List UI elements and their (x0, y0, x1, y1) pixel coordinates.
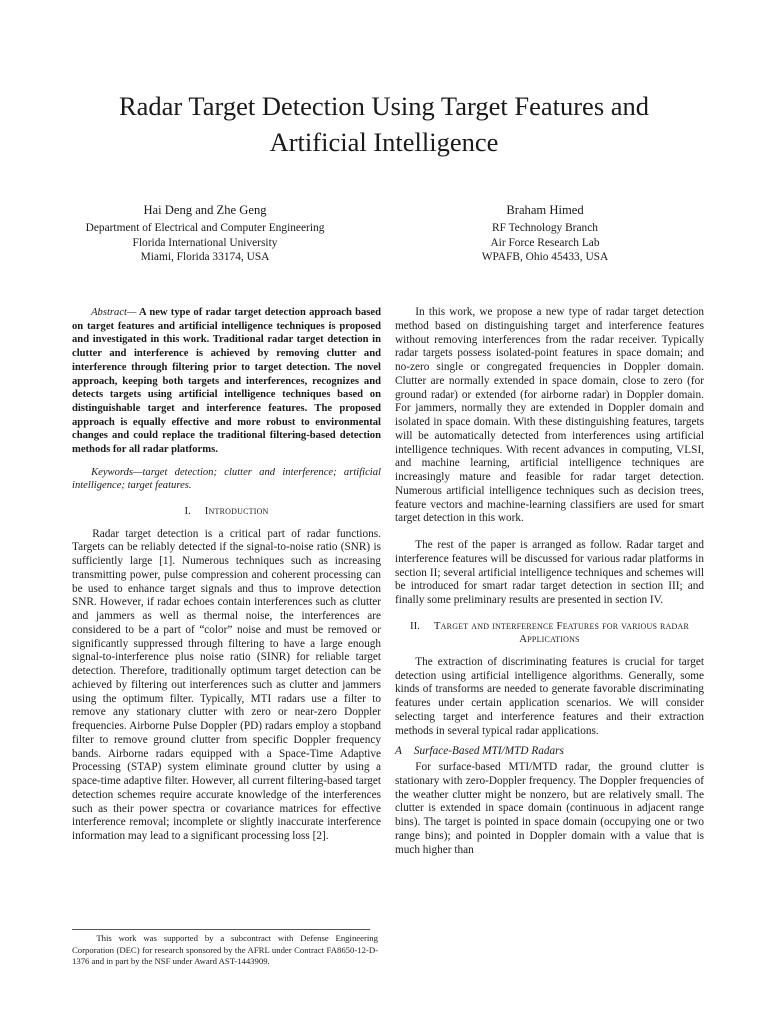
author-affiliation-department: Department of Electrical and Computer Engineering (85, 222, 325, 234)
abstract (72, 306, 381, 457)
section-title: Target and interference Features for various radar Applications (433, 619, 689, 646)
author-affiliation-lab: Air Force Research Lab (490, 236, 600, 249)
author-affiliation-university: Florida International University (132, 236, 278, 249)
paragraph: The extraction of discriminating features is crucial for target detection using artificial intelligence algorithms. Generally, some kinds of transforms are needed to generate favorable discriminating features under certain application scenarios. We will consider selecting target and interference features and their extraction methods in several typical radar applications. (395, 655, 704, 737)
paper-title-line-1: Radar Target Detection Using Target Features and (118, 90, 650, 121)
author-block-left (60, 202, 350, 265)
abstract-label: Abstract— (91, 307, 137, 318)
section-title: Introduction (204, 505, 269, 518)
author-names-left: Hai Deng and Zhe Geng (143, 203, 267, 217)
subsection-title: Surface-Based MTI/MTD Radars (413, 745, 564, 758)
paper-title (40, 88, 728, 160)
paragraph: For surface-based MTI/MTD radar, the ground clutter is stationary with zero-Doppler frequency. The Doppler frequencies of the weather clutter might be nonzero, but are relatively small. The clutter is extended in space domain (continuous in adjacent range bins). The target is pointed in space domain (occupying one or two range bins); and pointed in Doppler domain with a value that is much higher than (395, 761, 704, 856)
footnote-divider (72, 929, 370, 930)
author-names-right: Braham Himed (506, 203, 584, 217)
author-block-right (400, 202, 690, 265)
subsection-letter: A (395, 745, 402, 758)
keywords: Keywords—target detection; clutter and interference; artificial intelligence; target features. (72, 466, 381, 492)
author-address-right: WPAFB, Ohio 45433, USA (481, 251, 609, 263)
paragraph: Radar target detection is a critical part of radar functions. Targets can be reliably detected if the signal-to-noise ratio (SNR) is sufficiently large [1]. Numerous techniques such as increasing transmitting power, pulse compression and coherent processing can be used to enhance target signals and thus to improve detection SNR. However, if radar echoes contain interferences such as clutter and jammers as well as thermal noise, the interferences are considered to be a part of “color” noise and must be removed or significantly suppressed through filtering to have a large enough signal-to-interference plus noise ratio (SINR) for reliable target detection. Therefore, traditionally optimum target detection can be achieved by filtering out interferences such as clutter and jammers using the optimum filter. Typically, MTI radars use a filter to remove any stationary clutter with zero or near-zero Doppler frequencies. Airborne Pulse Doppler (PD) radars employ a stopband filter to remove ground clutter from specific Doppler frequency bands. Airborne radars equipped with a Space-Time Adaptive Processing (STAP) system eliminate ground clutter by using a space-time adaptive filter. However, all current filtering-based target detection schemes require accurate knowledge of the interferences such as their power spectra or covariance matrices for effective interference removal; incomplete or slightly inaccurate interference information may lead to a significant processing loss [2]. (72, 527, 381, 843)
paragraph: The rest of the paper is arranged as follow. Radar target and interference features will be discussed for various radar platforms in section II; several artificial intelligence techniques and schemes will be introduced for smart radar target detection in section III; and finally some preliminary results are presented in section IV. (395, 539, 704, 606)
section-heading-introduction (72, 505, 381, 519)
author-affiliation-branch: RF Technology Branch (492, 222, 598, 234)
abstract-text: A new type of radar target detection approach based on target features and artificial intelligence techniques is proposed and investigated in this work. Traditional radar target detection in clutter and interference is achieved by removing clutter and interference through filtering prior to target detection. The novel approach, keeping both targets and interferences, recognizes and detects targets using artificial intelligence techniques based on distinguishable target and interference features. The proposed approach is equally effective and more robust to environmental changes and could replace the traditional filtering-based detection methods for all radar platforms. (72, 307, 381, 456)
footnote: This work was supported by a subcontract with Defense Engineering Corporation (DEC) for research sponsored by the AFRL under Contract FA8650-12-D-1376 and in part by the NSF under Award AST-1443909. (72, 933, 378, 967)
section-number: II. (410, 619, 420, 632)
left-column (72, 306, 381, 844)
section-heading-features (395, 620, 704, 647)
paper-title-line-2: Artificial Intelligence (269, 126, 499, 157)
section-number: I. (184, 505, 191, 518)
paragraph: In this work, we propose a new type of radar target detection method based on distinguishing target and interference features without removing interferences from the radar receiver. Typically radar targets possess isolated-point features in space domain; and no-zero single or congregated frequencies in Doppler domain. Clutter are normally extended in space domain, close to zero (for ground radar) or extended (for airborne radar) in Doppler domain. For jammers, normally they are extended in Doppler domain and isolated in space domain. With these distinguishing features, targets will be automatically detected from interferences using artificial intelligence techniques. With recent advances in computing, VLSI, and machine learning, artificial intelligence techniques are increasingly mature and feasible for radar target detection. Numerous artificial intelligence techniques such as decision trees, feature vectors and machine-learning classifiers are used for smart target detection in this work. (395, 306, 704, 525)
author-address-left: Miami, Florida 33174, USA (140, 251, 270, 263)
subsection-heading-surface-radars (395, 745, 704, 759)
right-column (395, 306, 704, 857)
